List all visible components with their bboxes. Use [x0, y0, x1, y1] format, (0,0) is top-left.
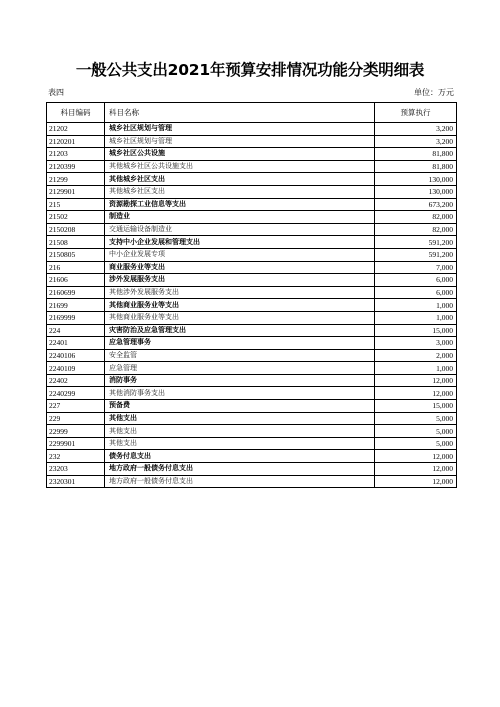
row-code: 22999 — [47, 425, 105, 438]
table-row — [47, 148, 457, 161]
row-name: 涉外发展服务支出 — [105, 274, 375, 287]
unit-label: 单位：万元 — [414, 88, 454, 97]
row-code: 232 — [47, 450, 105, 463]
row-code: 224 — [47, 324, 105, 337]
row-name: 债务付息支出 — [105, 450, 375, 463]
row-name: 预备费 — [105, 400, 375, 413]
row-name: 城乡社区规划与管理 — [105, 123, 375, 136]
table-row — [47, 261, 457, 274]
table-row — [47, 311, 457, 324]
table-row — [47, 324, 457, 337]
row-name: 其他涉外发展服务支出 — [105, 286, 375, 299]
row-name: 消防事务 — [105, 374, 375, 387]
table-row — [47, 286, 457, 299]
table-row — [47, 437, 457, 450]
header-code: 科目编码 — [47, 103, 105, 123]
table-row — [47, 223, 457, 236]
row-amount: 7,000 — [375, 261, 457, 274]
row-amount: 3,200 — [375, 135, 457, 148]
row-code: 21202 — [47, 123, 105, 136]
row-amount: 5,000 — [375, 437, 457, 450]
row-code: 2320301 — [47, 475, 105, 488]
row-amount: 82,000 — [375, 223, 457, 236]
row-code: 215 — [47, 198, 105, 211]
row-name: 交通运输设备制造业 — [105, 223, 375, 236]
row-name: 其他商业服务业等支出 — [105, 299, 375, 312]
table-row — [47, 173, 457, 186]
row-amount: 130,000 — [375, 173, 457, 186]
table-row — [47, 362, 457, 375]
row-code: 22401 — [47, 337, 105, 350]
row-name: 其他支出 — [105, 425, 375, 438]
row-name: 应急管理 — [105, 362, 375, 375]
row-name: 城乡社区公共设施 — [105, 148, 375, 161]
row-name: 其他消防事务支出 — [105, 387, 375, 400]
row-amount: 3,000 — [375, 337, 457, 350]
row-amount: 1,000 — [375, 299, 457, 312]
row-code: 2120399 — [47, 160, 105, 173]
table-row — [47, 135, 457, 148]
page-title: 一般公共支出2021年预算安排情况功能分类明细表 — [75, 61, 425, 79]
row-code: 2240299 — [47, 387, 105, 400]
row-name: 灾害防治及应急管理支出 — [105, 324, 375, 337]
table-row — [47, 374, 457, 387]
row-amount: 1,000 — [375, 311, 457, 324]
row-name: 其他城乡社区公共设施支出 — [105, 160, 375, 173]
table-row — [47, 123, 457, 136]
row-code: 2150805 — [47, 248, 105, 261]
row-amount: 6,000 — [375, 274, 457, 287]
table-row — [47, 198, 457, 211]
row-amount: 15,000 — [375, 400, 457, 413]
table-row — [47, 337, 457, 350]
table-row — [47, 274, 457, 287]
row-amount: 2,000 — [375, 349, 457, 362]
row-name: 安全监管 — [105, 349, 375, 362]
row-code: 227 — [47, 400, 105, 413]
row-code: 21502 — [47, 211, 105, 224]
row-name: 中小企业发展专项 — [105, 248, 375, 261]
table-row — [47, 425, 457, 438]
row-amount: 12,000 — [375, 475, 457, 488]
row-amount: 6,000 — [375, 286, 457, 299]
row-amount: 81,800 — [375, 160, 457, 173]
header-amount: 预算执行 — [375, 103, 457, 123]
row-amount: 3,200 — [375, 123, 457, 136]
table-row — [47, 412, 457, 425]
row-name: 支持中小企业发展和管理支出 — [105, 236, 375, 249]
row-code: 2240106 — [47, 349, 105, 362]
row-amount: 82,000 — [375, 211, 457, 224]
row-code: 21203 — [47, 148, 105, 161]
table-body — [47, 123, 457, 488]
row-amount: 12,000 — [375, 387, 457, 400]
row-amount: 12,000 — [375, 374, 457, 387]
row-code: 2150208 — [47, 223, 105, 236]
row-code: 2129901 — [47, 185, 105, 198]
row-code: 216 — [47, 261, 105, 274]
row-amount: 15,000 — [375, 324, 457, 337]
row-name: 其他支出 — [105, 437, 375, 450]
row-code: 23203 — [47, 463, 105, 476]
row-amount: 5,000 — [375, 425, 457, 438]
table-row — [47, 387, 457, 400]
row-name: 地方政府一般债务付息支出 — [105, 463, 375, 476]
table-row — [47, 463, 457, 476]
table-row — [47, 475, 457, 488]
row-amount: 591,200 — [375, 248, 457, 261]
row-code: 21508 — [47, 236, 105, 249]
row-name: 其他商业服务业等支出 — [105, 311, 375, 324]
budget-table — [46, 102, 457, 488]
row-code: 229 — [47, 412, 105, 425]
table-row — [47, 349, 457, 362]
row-amount: 591,200 — [375, 236, 457, 249]
table-row — [47, 160, 457, 173]
row-name: 其他支出 — [105, 412, 375, 425]
table-row — [47, 299, 457, 312]
table-row — [47, 185, 457, 198]
row-code: 2299901 — [47, 437, 105, 450]
row-amount: 5,000 — [375, 412, 457, 425]
row-code: 21606 — [47, 274, 105, 287]
row-name: 商业服务业等支出 — [105, 261, 375, 274]
table-row — [47, 236, 457, 249]
row-code: 21299 — [47, 173, 105, 186]
table-row — [47, 400, 457, 413]
row-code: 2169999 — [47, 311, 105, 324]
row-name: 城乡社区规划与管理 — [105, 135, 375, 148]
row-amount: 81,800 — [375, 148, 457, 161]
row-code: 2240109 — [47, 362, 105, 375]
row-amount: 1,000 — [375, 362, 457, 375]
row-name: 资源勘探工业信息等支出 — [105, 198, 375, 211]
row-amount: 673,200 — [375, 198, 457, 211]
header-name: 科目名称 — [105, 103, 375, 123]
row-name: 应急管理事务 — [105, 337, 375, 350]
row-name: 制造业 — [105, 211, 375, 224]
table-label: 表四 — [48, 88, 64, 97]
row-code: 2160699 — [47, 286, 105, 299]
row-name: 地方政府一般债务付息支出 — [105, 475, 375, 488]
table-header-row — [47, 103, 457, 123]
table-row — [47, 248, 457, 261]
row-name: 其他城乡社区支出 — [105, 173, 375, 186]
row-code: 21699 — [47, 299, 105, 312]
row-code: 22402 — [47, 374, 105, 387]
row-amount: 130,000 — [375, 185, 457, 198]
row-amount: 12,000 — [375, 463, 457, 476]
row-code: 2120201 — [47, 135, 105, 148]
table-row — [47, 450, 457, 463]
row-name: 其他城乡社区支出 — [105, 185, 375, 198]
table-row — [47, 211, 457, 224]
row-amount: 12,000 — [375, 450, 457, 463]
